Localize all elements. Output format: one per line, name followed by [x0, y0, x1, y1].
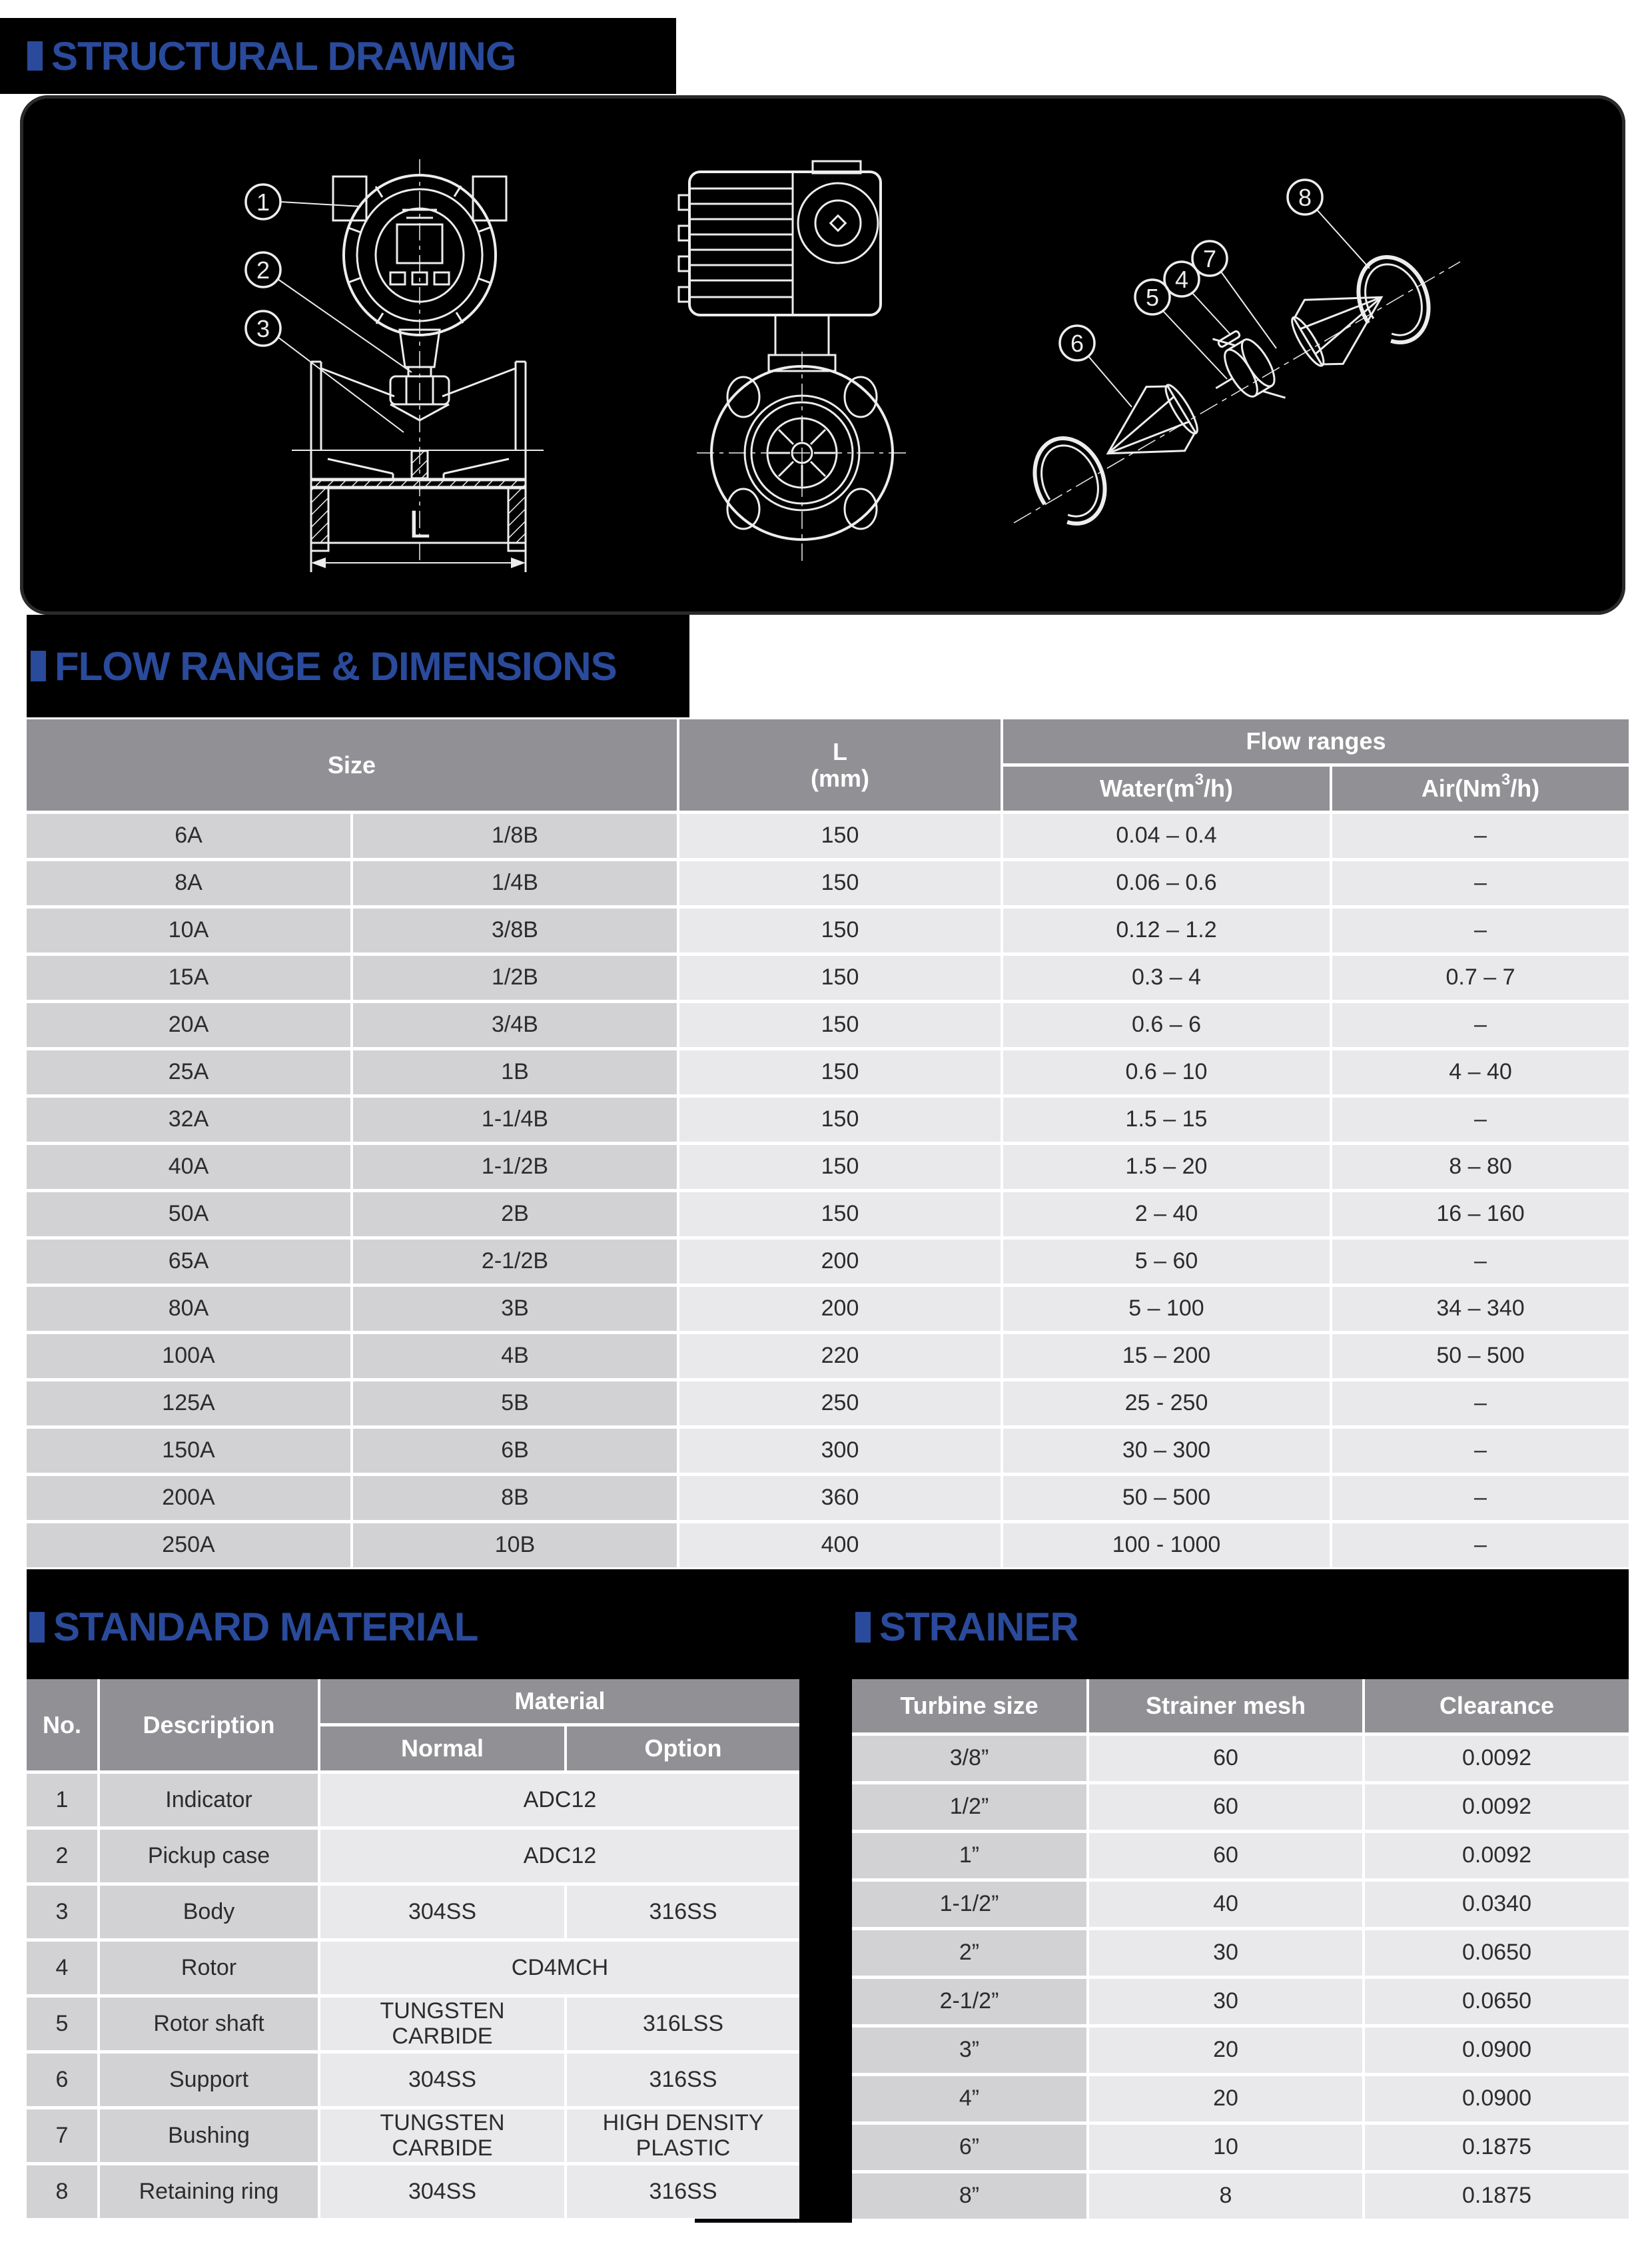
- table-cell: 250A: [27, 1523, 350, 1567]
- table-cell: 10: [1089, 2125, 1362, 2170]
- table-cell: 6B: [353, 1429, 677, 1473]
- table-cell: –: [1332, 1429, 1629, 1473]
- table-cell: –: [1332, 1523, 1629, 1567]
- table-cell: 2-1/2”: [852, 1979, 1086, 2024]
- table-cell: 316LSS: [567, 1998, 799, 2050]
- table-cell: CD4MCH: [320, 1942, 799, 1994]
- table-cell: –: [1332, 1003, 1629, 1047]
- table-cell: Rotor: [100, 1942, 318, 1994]
- divider-bottom-line: [695, 2219, 852, 2223]
- table-cell: 400: [679, 1523, 1001, 1567]
- table-cell: 8: [1089, 2173, 1362, 2219]
- retaining-ring-left: [1023, 428, 1117, 534]
- table-cell: 65A: [27, 1240, 350, 1284]
- table-cell: –: [1332, 861, 1629, 905]
- table-cell: 10A: [27, 909, 350, 952]
- table-cell: 50 – 500: [1332, 1334, 1629, 1378]
- column-header-clearance: Clearance: [1365, 1679, 1629, 1732]
- front-view-drawing: [246, 159, 544, 572]
- standard-material-table: [27, 1679, 799, 2218]
- structural-drawing-panel: [20, 95, 1625, 615]
- svg-text:7: 7: [1202, 245, 1217, 272]
- svg-text:8: 8: [1298, 184, 1312, 211]
- table-cell: 200: [679, 1240, 1001, 1284]
- flow-range-table: [27, 719, 1629, 1567]
- table-cell: 1B: [353, 1050, 677, 1094]
- table-cell: 1.5 – 20: [1003, 1145, 1330, 1189]
- table-cell: 5 – 60: [1003, 1240, 1330, 1284]
- table-cell: ADC12: [320, 1830, 799, 1882]
- column-header-description: Description: [100, 1679, 318, 1770]
- table-cell: 1-1/2B: [353, 1145, 677, 1189]
- table-cell: 8B: [353, 1476, 677, 1520]
- table-cell: 0.6 – 10: [1003, 1050, 1330, 1094]
- section-title-strainer: STRAINER: [879, 1605, 1078, 1649]
- structural-drawing-title-band: [0, 18, 676, 94]
- table-cell: 40: [1089, 1882, 1362, 1927]
- table-cell: 360: [679, 1476, 1001, 1520]
- strainer-title: [855, 1604, 1078, 1650]
- table-cell: 3”: [852, 2028, 1086, 2073]
- table-cell: 2 – 40: [1003, 1192, 1330, 1236]
- table-cell: 16 – 160: [1332, 1192, 1629, 1236]
- exploded-view-drawing: [1014, 180, 1460, 534]
- title-bullet-icon: [29, 1612, 45, 1643]
- column-header-size: Size: [27, 719, 677, 811]
- table-cell: 4 – 40: [1332, 1050, 1629, 1094]
- structural-drawing: [20, 95, 1625, 615]
- table-cell: 5 – 100: [1003, 1287, 1330, 1331]
- table-cell: 1/2B: [353, 956, 677, 1000]
- table-cell: 30 – 300: [1003, 1429, 1330, 1473]
- table-cell: 4: [27, 1942, 97, 1994]
- table-cell: 125A: [27, 1381, 350, 1425]
- table-cell: 150: [679, 1145, 1001, 1189]
- table-cell: 6: [27, 2054, 97, 2106]
- table-cell: 80A: [27, 1287, 350, 1331]
- table-cell: 40A: [27, 1145, 350, 1189]
- table-cell: 5: [27, 1998, 97, 2050]
- retaining-ring-right: [1346, 246, 1441, 353]
- column-header-air: Air(Nm 3 /h): [1332, 767, 1629, 811]
- table-cell: 0.0900: [1365, 2076, 1629, 2121]
- column-header-water: Water(m 3 /h): [1003, 767, 1330, 811]
- table-cell: 100 - 1000: [1003, 1523, 1330, 1567]
- table-cell: 30: [1089, 1979, 1362, 2024]
- column-header-option: Option: [567, 1726, 799, 1770]
- table-cell: 6A: [27, 814, 350, 858]
- table-cell: 1/4B: [353, 861, 677, 905]
- table-cell: 5B: [353, 1381, 677, 1425]
- table-cell: 25 - 250: [1003, 1381, 1330, 1425]
- svg-text:4: 4: [1174, 266, 1189, 293]
- table-cell: 200: [679, 1287, 1001, 1331]
- table-cell: 3B: [353, 1287, 677, 1331]
- svg-text:6: 6: [1070, 330, 1084, 357]
- table-cell: 20A: [27, 1003, 350, 1047]
- svg-text:5: 5: [1145, 284, 1160, 311]
- table-cell: –: [1332, 814, 1629, 858]
- table-cell: ADC12: [320, 1774, 799, 1826]
- table-cell: 0.3 – 4: [1003, 956, 1330, 1000]
- table-cell: 0.12 – 1.2: [1003, 909, 1330, 952]
- table-cell: 0.1875: [1365, 2125, 1629, 2170]
- table-cell: 10B: [353, 1523, 677, 1567]
- table-cell: 0.0650: [1365, 1930, 1629, 1976]
- table-cell: 6”: [852, 2125, 1086, 2170]
- table-cell: 200A: [27, 1476, 350, 1520]
- table-cell: 1”: [852, 1833, 1086, 1878]
- table-cell: 304SS: [320, 2054, 564, 2106]
- table-cell: 220: [679, 1334, 1001, 1378]
- table-cell: 1-1/2”: [852, 1882, 1086, 1927]
- table-cell: 100A: [27, 1334, 350, 1378]
- standard-material-title: [29, 1604, 478, 1650]
- table-cell: Retaining ring: [100, 2165, 318, 2218]
- table-cell: 0.0650: [1365, 1979, 1629, 2024]
- table-cell: 150: [679, 909, 1001, 952]
- table-cell: 3/4B: [353, 1003, 677, 1047]
- table-cell: –: [1332, 1381, 1629, 1425]
- table-cell: 4B: [353, 1334, 677, 1378]
- table-cell: 60: [1089, 1736, 1362, 1781]
- table-cell: 0.0340: [1365, 1882, 1629, 1927]
- table-cell: 3/8B: [353, 909, 677, 952]
- table-cell: 0.06 – 0.6: [1003, 861, 1330, 905]
- table-cell: 8: [27, 2165, 97, 2218]
- column-header-strainer-mesh: Strainer mesh: [1089, 1679, 1362, 1732]
- table-cell: 2-1/2B: [353, 1240, 677, 1284]
- table-cell: 7: [27, 2109, 97, 2162]
- table-cell: 300: [679, 1429, 1001, 1473]
- table-cell: Rotor shaft: [100, 1998, 318, 2050]
- table-cell: 0.0092: [1365, 1833, 1629, 1878]
- table-cell: HIGH DENSITY PLASTIC: [567, 2109, 799, 2162]
- table-cell: –: [1332, 1476, 1629, 1520]
- column-header-no: No.: [27, 1679, 97, 1770]
- svg-text:3: 3: [256, 315, 270, 342]
- table-cell: 60: [1089, 1784, 1362, 1830]
- flow-range-title-band: [27, 615, 689, 717]
- table-cell: 15 – 200: [1003, 1334, 1330, 1378]
- table-cell: 2B: [353, 1192, 677, 1236]
- table-cell: –: [1332, 1240, 1629, 1284]
- table-cell: 316SS: [567, 2054, 799, 2106]
- table-cell: 0.6 – 6: [1003, 1003, 1330, 1047]
- table-cell: 150: [679, 1003, 1001, 1047]
- table-cell: 32A: [27, 1098, 350, 1142]
- section-title-flow-range: FLOW RANGE & DIMENSIONS: [55, 643, 617, 689]
- table-cell: 0.04 – 0.4: [1003, 814, 1330, 858]
- column-header-l-mm: L (mm): [679, 719, 1001, 811]
- table-cell: 0.1875: [1365, 2173, 1629, 2219]
- table-cell: TUNGSTEN CARBIDE: [320, 2109, 564, 2162]
- table-cell: 3: [27, 1886, 97, 1938]
- table-cell: –: [1332, 909, 1629, 952]
- table-cell: 0.7 – 7: [1332, 956, 1629, 1000]
- table-cell: 20: [1089, 2028, 1362, 2073]
- svg-text:2: 2: [256, 256, 270, 284]
- table-cell: 2”: [852, 1930, 1086, 1976]
- table-cell: 1: [27, 1774, 97, 1826]
- table-cell: 1/2”: [852, 1784, 1086, 1830]
- dimension-label: L: [408, 503, 431, 546]
- column-header-turbine-size: Turbine size: [852, 1679, 1086, 1732]
- table-cell: 1.5 – 15: [1003, 1098, 1330, 1142]
- table-cell: 30: [1089, 1930, 1362, 1976]
- title-bullet-icon: [27, 41, 43, 71]
- table-cell: Indicator: [100, 1774, 318, 1826]
- table-cell: TUNGSTEN CARBIDE: [320, 1998, 564, 2050]
- table-cell: 34 – 340: [1332, 1287, 1629, 1331]
- table-cell: 25A: [27, 1050, 350, 1094]
- table-cell: 3/8”: [852, 1736, 1086, 1781]
- table-cell: 60: [1089, 1833, 1362, 1878]
- table-cell: 0.0092: [1365, 1736, 1629, 1781]
- support-left: [1088, 374, 1207, 486]
- strainer-table: [852, 1679, 1629, 2219]
- table-cell: 2: [27, 1830, 97, 1882]
- table-cell: 150: [679, 1050, 1001, 1094]
- table-cell: 15A: [27, 956, 350, 1000]
- table-cell: 304SS: [320, 2165, 564, 2218]
- support-right: [1282, 265, 1401, 377]
- section-title-structural-drawing: STRUCTURAL DRAWING: [51, 33, 516, 79]
- section-title-standard-material: STANDARD MATERIAL: [53, 1605, 478, 1649]
- table-cell: 150: [679, 1192, 1001, 1236]
- table-cell: 250: [679, 1381, 1001, 1425]
- table-cell: 1-1/4B: [353, 1098, 677, 1142]
- column-header-material: Material: [320, 1679, 799, 1723]
- table-cell: 1/8B: [353, 814, 677, 858]
- table-cell: 8 – 80: [1332, 1145, 1629, 1189]
- table-cell: 0.0900: [1365, 2028, 1629, 2073]
- table-cell: Support: [100, 2054, 318, 2106]
- title-bullet-icon: [855, 1612, 871, 1643]
- table-cell: Body: [100, 1886, 318, 1938]
- table-divider-strip: [799, 1679, 852, 2223]
- table-cell: 150: [679, 956, 1001, 1000]
- table-cell: Bushing: [100, 2109, 318, 2162]
- table-cell: 20: [1089, 2076, 1362, 2121]
- table-cell: 304SS: [320, 1886, 564, 1938]
- table-cell: 150A: [27, 1429, 350, 1473]
- table-cell: 150: [679, 861, 1001, 905]
- column-header-normal: Normal: [320, 1726, 564, 1770]
- table-cell: 150: [679, 1098, 1001, 1142]
- table-cell: 8A: [27, 861, 350, 905]
- table-cell: 50 – 500: [1003, 1476, 1330, 1520]
- table-cell: 50A: [27, 1192, 350, 1236]
- table-cell: 316SS: [567, 1886, 799, 1938]
- column-header-flow-ranges: Flow ranges: [1003, 719, 1629, 763]
- table-cell: 8”: [852, 2173, 1086, 2219]
- table-cell: 316SS: [567, 2165, 799, 2218]
- table-cell: –: [1332, 1098, 1629, 1142]
- table-cell: 0.0092: [1365, 1784, 1629, 1830]
- side-view-drawing: [679, 161, 907, 563]
- svg-text:1: 1: [256, 188, 270, 216]
- table-cell: 150: [679, 814, 1001, 858]
- table-cell: 4”: [852, 2076, 1086, 2121]
- title-bullet-icon: [31, 651, 46, 681]
- table-cell: Pickup case: [100, 1830, 318, 1882]
